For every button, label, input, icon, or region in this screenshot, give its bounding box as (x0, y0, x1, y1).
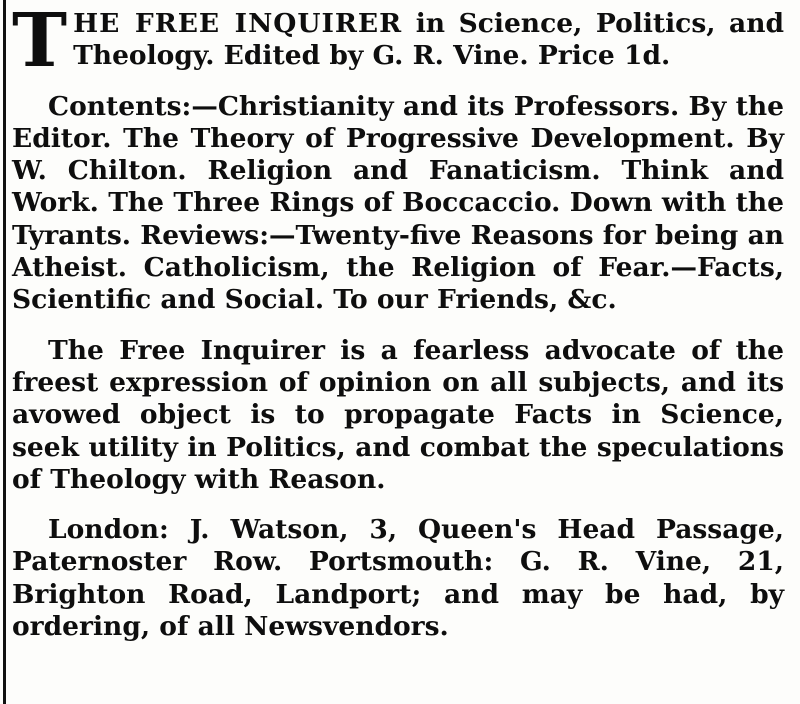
advertisement-header (12, 0, 784, 84)
address-paragraph: London: J. Watson, 3, Queen's Head Passage, Paternoster Row. Portsmouth: G. R. Vine, 21, Brighton Road, Landport; and may be had, by ordering, of all Newsvendors. (12, 514, 784, 643)
publication-title: HE FREE INQUIRER (73, 8, 403, 39)
description-paragraph: The Free Inquirer is a fearless advocate of the freest expression of opinion on all subjects, and its avowed object is to propagate Facts in Science, seek utility in Politics, and combat the speculations of Theology with Reason. (12, 334, 784, 495)
drop-cap: T (12, 0, 68, 84)
advertisement-column (12, 0, 784, 643)
contents-paragraph: Contents:—Christianity and its Professors. By the Editor. The Theory of Progressive Development. By W. Chilton. Religion and Fanaticism. Think and Work. The Three Rings of Boccaccio. Down with the Tyrants. Reviews:—Twenty-five Reasons for being an Atheist. Catholicism, the Religion of Fear.—Facts, Scientific and Social. To our Friends, &c. (12, 90, 784, 316)
header-subtitle: in Science, Politics, and Theology. Edited by G. R. Vine. Price 1d. (73, 8, 784, 72)
column-rule (3, 0, 6, 704)
